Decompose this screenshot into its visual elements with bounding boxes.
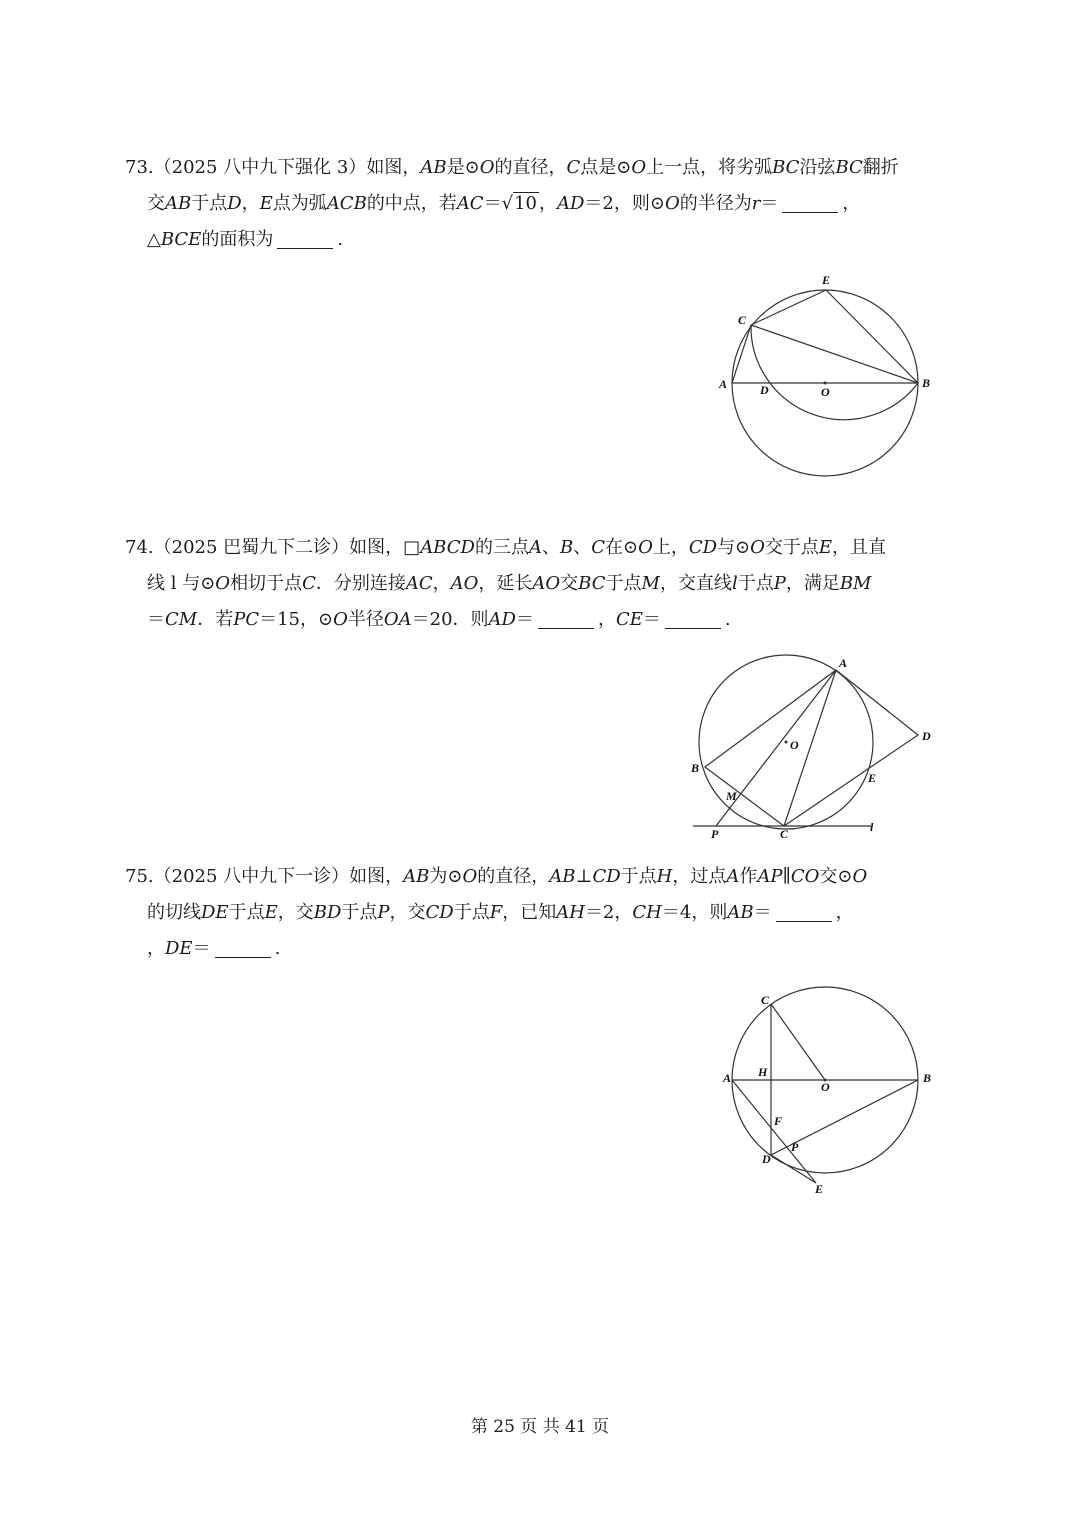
label-C: C: [761, 993, 770, 1007]
problem-73-line-3: △BCE的面积为 .: [125, 222, 965, 258]
label-A: A: [723, 1071, 732, 1085]
label-B: B: [923, 1071, 932, 1085]
label-C: C: [738, 313, 747, 327]
label-O: O: [821, 1080, 830, 1094]
label-O: O: [790, 738, 799, 752]
answer-blank[interactable]: [776, 899, 832, 922]
label-A: A: [719, 377, 728, 391]
problem-75-line-3: ，DE＝ .: [125, 931, 965, 967]
problem-source: （2025 巴蜀九下二诊）: [153, 537, 350, 558]
problem-73: [125, 150, 965, 258]
problem-75-line-1: 75.（2025 八中九下一诊）如图，AB为⊙O的直径，AB⊥CD于点H，过点A作AP∥CO交⊙O: [125, 866, 868, 887]
page-footer: 第 25 页 共 41 页: [470, 1417, 610, 1437]
label-E: E: [815, 1182, 824, 1196]
figure-73: [715, 270, 940, 480]
figure-75: [715, 985, 945, 1200]
problem-74: [125, 530, 965, 638]
label-P: P: [711, 827, 719, 841]
label-D: D: [922, 729, 931, 743]
label-A: A: [839, 656, 848, 670]
problem-75: [125, 859, 965, 967]
label-E: E: [868, 771, 877, 785]
problem-74-line-1: 74.（2025 巴蜀九下二诊）如图，□ABCD的三点A、B、C在⊙O上，CD与⊙O交于点E，且直: [125, 537, 887, 558]
label-B: B: [691, 761, 700, 775]
problem-73-line-2: 交AB于点D，E点为弧ACB的中点，若AC＝√10 ，AD＝2，则⊙O的半径为r＝ ，: [125, 186, 965, 222]
label-C: C: [780, 827, 789, 841]
label-l: l: [870, 820, 874, 834]
answer-blank[interactable]: [538, 606, 594, 629]
label-D: D: [762, 1152, 771, 1166]
label-B: B: [922, 376, 931, 390]
figure-74: [688, 650, 938, 842]
label-F: F: [774, 1114, 783, 1128]
label-P: P: [791, 1140, 799, 1154]
answer-blank[interactable]: [782, 190, 838, 213]
label-M: M: [726, 789, 737, 803]
answer-blank[interactable]: [215, 935, 271, 958]
label-D: D: [760, 383, 769, 397]
problem-74-line-2: 线 l 与⊙O相切于点C．分别连接AC，AO，延长AO交BC于点M，交直线l于点P，满足BM: [147, 573, 872, 594]
problem-number: 73: [125, 157, 148, 178]
problem-number: 74: [125, 537, 148, 558]
problem-number: 75: [125, 866, 148, 887]
problem-75-line-2: 的切线DE于点E，交BD于点P，交CD于点F，已知AH＝2，CH＝4，则AB＝ ，: [125, 895, 965, 931]
label-E: E: [822, 273, 831, 287]
problem-73-line-1: 73.（2025 八中九下强化 3）如图，AB是⊙O的直径，C点是⊙O上一点，将劣弧BC沿弦BC翻折: [125, 157, 899, 178]
answer-blank[interactable]: [665, 606, 721, 629]
problem-source: （2025 八中九下一诊）: [153, 866, 350, 887]
sqrt-10: √10: [501, 193, 537, 214]
label-O: O: [821, 385, 830, 399]
label-H: H: [758, 1065, 768, 1079]
answer-blank[interactable]: [277, 226, 333, 249]
problem-source: （2025 八中九下强化 3）: [153, 157, 367, 178]
problem-74-line-3: ＝CM．若PC＝15，⊙O半径OA＝20．则AD＝ ，CE＝ .: [125, 602, 965, 638]
